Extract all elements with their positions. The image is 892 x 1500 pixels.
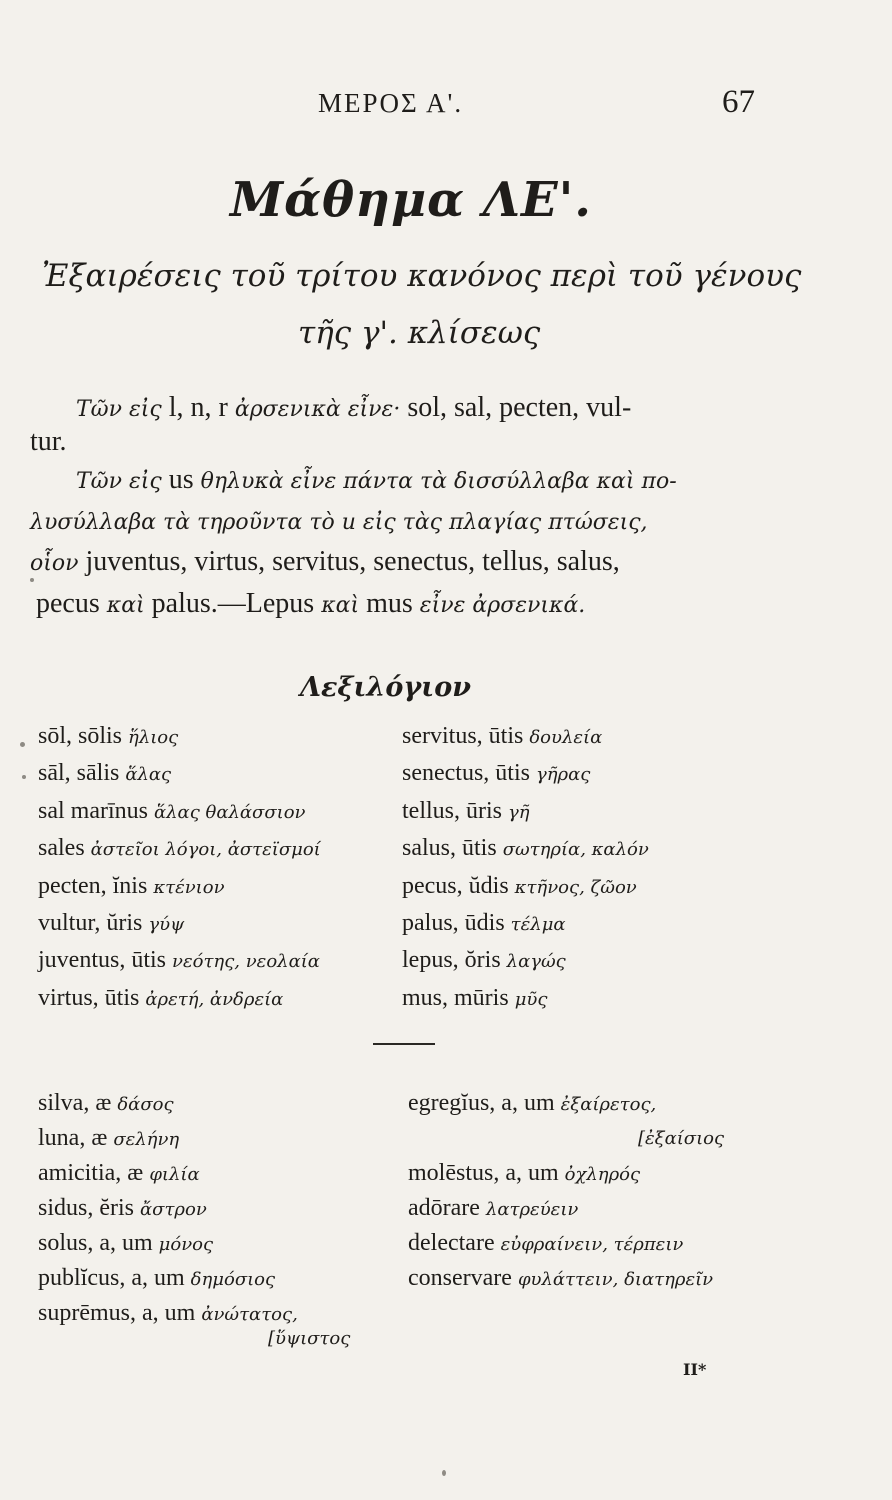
latin-word: publĭcus, a, um bbox=[38, 1265, 185, 1291]
latin-word: egregĭus, a, um bbox=[408, 1090, 555, 1116]
greek-gloss: ἅλας bbox=[125, 764, 172, 786]
greek-gloss: μῦς bbox=[514, 988, 548, 1010]
vocab-entry bbox=[38, 1160, 298, 1195]
vocab-entry bbox=[402, 798, 649, 835]
paragraph-1-line-2 bbox=[30, 426, 67, 458]
latin-text: pecus bbox=[36, 588, 107, 619]
latin-text: tur. bbox=[30, 426, 67, 457]
greek-gloss: εὐφραίνειν, τέρπειν bbox=[500, 1234, 684, 1255]
latin-word: conservare bbox=[408, 1265, 512, 1291]
vocab-entry bbox=[402, 723, 649, 760]
greek-text: Τῶν εἰς bbox=[76, 397, 169, 422]
greek-gloss: τέλμα bbox=[510, 913, 566, 935]
latin-text: palus.—Lepus bbox=[151, 588, 322, 619]
paragraph-2-line-2 bbox=[30, 505, 648, 537]
vocab-entry bbox=[38, 798, 321, 835]
latin-word: tellus, ūris bbox=[402, 797, 502, 824]
latin-word: suprēmus, a, um bbox=[38, 1300, 196, 1326]
latin-word: molēstus, a, um bbox=[408, 1160, 559, 1186]
latin-word: pecten, ĭnis bbox=[38, 872, 148, 899]
vocabulary-right-column bbox=[402, 723, 649, 1022]
greek-gloss: δουλεία bbox=[529, 727, 603, 748]
latin-word: senectus, ūtis bbox=[402, 760, 530, 787]
latin-word: sales bbox=[38, 835, 85, 862]
greek-gloss: σελήνη bbox=[113, 1129, 180, 1150]
latin-word: sāl, sālis bbox=[38, 760, 120, 787]
vocab-entry bbox=[408, 1265, 713, 1300]
greek-text: καὶ bbox=[106, 593, 152, 618]
greek-text: θηλυκὰ εἶνε πάντα τὰ δισσύλλαβα καὶ πο- bbox=[200, 469, 677, 494]
greek-gloss: ἅλας θαλάσσιον bbox=[153, 801, 306, 823]
vocabulary-heading: Λεξιλόγιον bbox=[300, 672, 471, 703]
vocab-entry bbox=[38, 1265, 298, 1300]
vocab-entry bbox=[38, 910, 321, 947]
vocab-entry bbox=[38, 723, 321, 760]
lesson-subtitle-line-1: Ἐξαιρέσεις τοῦ τρίτου κανόνος περὶ τοῦ γένους bbox=[42, 258, 802, 294]
vocab-entry bbox=[402, 985, 649, 1022]
gloss-continuation: [ἐξαίσιος bbox=[638, 1128, 725, 1149]
paragraph-1-line-1 bbox=[76, 392, 631, 424]
latin-word: vultur, ŭris bbox=[38, 909, 143, 936]
latin-word: luna, æ bbox=[38, 1125, 108, 1151]
latin-word: pecus, ŭdis bbox=[402, 872, 509, 899]
vocab-entry bbox=[38, 760, 321, 797]
paragraph-2-line-3 bbox=[30, 546, 620, 578]
latin-word: virtus, ūtis bbox=[38, 984, 140, 1011]
greek-gloss: νεότης, νεολαία bbox=[172, 951, 320, 973]
vocab-entry bbox=[38, 835, 321, 872]
greek-gloss: γῆ bbox=[508, 801, 530, 823]
ink-speck bbox=[30, 578, 34, 582]
latin-text: sol, sal, pecten, vul- bbox=[407, 392, 632, 423]
signature-mark: ΙΙ* bbox=[683, 1360, 707, 1379]
greek-gloss: ἀνώτατος, bbox=[201, 1304, 298, 1325]
vocab-entry bbox=[402, 835, 649, 872]
vocabulary-2-left-column bbox=[38, 1090, 298, 1335]
greek-gloss: δάσος bbox=[117, 1094, 174, 1115]
latin-text: us bbox=[168, 464, 201, 495]
latin-word: palus, ūdis bbox=[402, 909, 505, 936]
latin-text: mus bbox=[366, 588, 420, 619]
greek-text: καὶ bbox=[321, 593, 367, 618]
section-divider bbox=[373, 1043, 435, 1045]
latin-text: juventus, virtus, servitus, senectus, tellus, salus, bbox=[85, 546, 620, 577]
latin-word: solus, a, um bbox=[38, 1230, 153, 1256]
greek-gloss: φιλία bbox=[149, 1164, 200, 1185]
greek-gloss: δημόσιος bbox=[190, 1269, 276, 1290]
ink-speck bbox=[22, 775, 26, 779]
vocab-entry bbox=[38, 1090, 298, 1125]
latin-word: silva, æ bbox=[38, 1090, 112, 1116]
running-head: ΜΕΡΟΣ Α'. bbox=[318, 88, 464, 118]
greek-gloss: φυλάττειν, διατηρεῖν bbox=[517, 1269, 714, 1290]
vocab-entry bbox=[38, 1300, 298, 1335]
paragraph-2-line-1 bbox=[76, 464, 677, 496]
latin-word: delectare bbox=[408, 1230, 495, 1256]
latin-word: amicitia, æ bbox=[38, 1160, 144, 1186]
latin-word: mus, mūris bbox=[402, 984, 509, 1011]
latin-word: servitus, ūtis bbox=[402, 723, 524, 749]
vocab-entry bbox=[38, 947, 321, 984]
greek-gloss: λατρεύειν bbox=[485, 1199, 579, 1220]
vocab-entry bbox=[38, 1230, 298, 1265]
vocabulary-left-column bbox=[38, 723, 321, 1022]
vocab-entry bbox=[408, 1090, 713, 1125]
vocab-entry bbox=[408, 1195, 713, 1230]
greek-text: λυσύλλαβα τὰ τηροῦντα τὸ u εἰς τὰς πλαγίας πτώσεις, bbox=[30, 510, 648, 535]
ink-speck bbox=[442, 1470, 446, 1476]
greek-gloss: ἀστεῖοι λόγοι, ἀστεϊσμοί bbox=[90, 839, 321, 861]
greek-gloss: ἐξαίρετος, bbox=[560, 1094, 657, 1115]
greek-gloss: ἀρετή, ἀνδρεία bbox=[145, 988, 284, 1010]
greek-gloss: ὀχληρός bbox=[564, 1164, 641, 1185]
page-number: 67 bbox=[722, 84, 755, 120]
greek-gloss: μόνος bbox=[158, 1234, 214, 1255]
lesson-subtitle-line-2: τῆς γ'. κλίσεως bbox=[298, 315, 541, 351]
greek-gloss: ἄστρον bbox=[140, 1199, 207, 1220]
latin-word: juventus, ūtis bbox=[38, 947, 167, 974]
vocabulary-2-right-column bbox=[408, 1090, 713, 1300]
greek-gloss: λαγώς bbox=[506, 951, 566, 973]
latin-text: l, n, r bbox=[168, 392, 235, 423]
latin-word: lepus, ŏris bbox=[402, 947, 501, 974]
greek-gloss: κτῆνος, ζῶον bbox=[514, 876, 637, 898]
vocab-entry bbox=[408, 1160, 713, 1195]
vocab-entry bbox=[402, 947, 649, 984]
vocab-entry bbox=[402, 873, 649, 910]
greek-gloss: γῆρας bbox=[535, 764, 591, 786]
greek-text: οἷον bbox=[30, 551, 86, 576]
greek-text: ἀρσενικὰ εἶνε· bbox=[234, 397, 408, 422]
vocab-entry bbox=[38, 985, 321, 1022]
vocab-entry bbox=[38, 873, 321, 910]
vocab-entry bbox=[408, 1230, 713, 1265]
latin-word: adōrare bbox=[408, 1195, 480, 1221]
greek-gloss: σωτηρία, καλόν bbox=[502, 839, 649, 861]
greek-text: Τῶν εἰς bbox=[76, 469, 169, 494]
paragraph-2-line-4 bbox=[36, 588, 585, 620]
latin-word: sidus, ĕris bbox=[38, 1195, 134, 1221]
ink-speck bbox=[20, 742, 25, 747]
vocab-entry bbox=[38, 1125, 298, 1160]
vocab-entry bbox=[402, 760, 649, 797]
greek-gloss: ἥλιος bbox=[128, 727, 179, 748]
vocab-entry bbox=[38, 1195, 298, 1230]
latin-word: sōl, sōlis bbox=[38, 723, 123, 749]
greek-text: εἶνε ἀρσενικά. bbox=[419, 593, 586, 618]
latin-word: salus, ūtis bbox=[402, 835, 497, 862]
lesson-title: Μάθημα ΛΕ'. bbox=[230, 172, 592, 228]
vocab-entry bbox=[402, 910, 649, 947]
greek-gloss: κτένιον bbox=[153, 876, 225, 898]
gloss-continuation: [ὕψιστος bbox=[268, 1328, 351, 1349]
latin-word: sal marīnus bbox=[38, 797, 148, 824]
greek-gloss: γύψ bbox=[148, 913, 185, 935]
